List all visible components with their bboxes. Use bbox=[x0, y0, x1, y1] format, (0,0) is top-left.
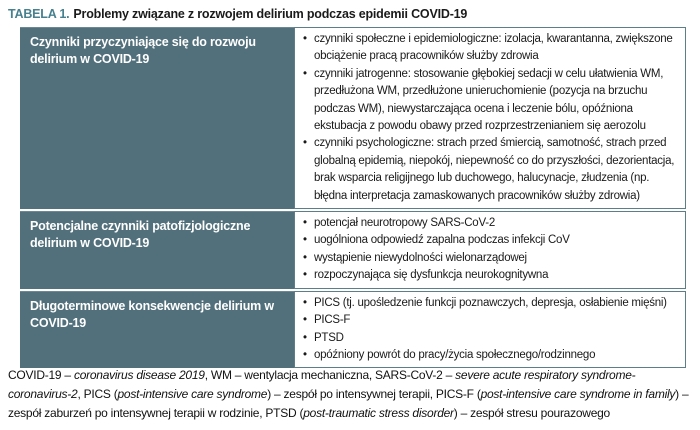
bullet-item bbox=[303, 267, 679, 284]
bullet-marker: • bbox=[303, 269, 307, 282]
bullet-marker: • bbox=[303, 331, 307, 344]
row-content-contributing-factors bbox=[294, 27, 686, 209]
bullet-marker: • bbox=[303, 314, 307, 327]
problems-table bbox=[20, 27, 686, 368]
footnote-text: ) – zespół po intensywnej terapii, PICS-F ( bbox=[267, 387, 481, 401]
footnote-term-italic: post-traumatic stress disorder bbox=[303, 406, 454, 420]
footnote-text: ) – zespół stresu pourazowego bbox=[453, 406, 610, 420]
bullet-text: wystąpienie niewydolności wielonarządowej bbox=[314, 251, 527, 264]
bullet-marker: • bbox=[303, 251, 307, 264]
bullet-marker: • bbox=[303, 137, 307, 150]
table-title bbox=[8, 7, 467, 21]
footnote-text: ) – zespół zaburzeń po intensywnej terapii w rodzinie, PTSD ( bbox=[8, 387, 689, 420]
table-row bbox=[20, 27, 686, 209]
bullet-item bbox=[303, 330, 679, 347]
footnote-term-italic: severe acute respiratory syndrome-coronavirus-2 bbox=[8, 368, 636, 401]
footnote-text: , WM – wentylacja mechaniczna, SARS-CoV-2 – bbox=[204, 368, 456, 382]
bullet-item bbox=[303, 312, 679, 329]
bullet-text: PTSD bbox=[314, 331, 344, 344]
bullet-text: uogólniona odpowiedź zapalna podczas infekcji CoV bbox=[314, 234, 570, 247]
bullet-text: czynniki psychologiczne: strach przed śmiercią, samotność, strach przed globalną epidemią, niepokój, niepewność co do przyszłości, dezorientacja, brak wsparcia religijnego lub duchowego, halucynacje, złudzenia (np. błędna interpretacja zamaskowanych pracowników służby zdrowia) bbox=[314, 137, 675, 202]
bullet-text: opóźniony powrót do pracy/życia społecznego/rodzinnego bbox=[314, 348, 596, 361]
bullet-text: rozpoczynająca się dysfunkcja neurokognitywna bbox=[314, 269, 549, 282]
bullet-item bbox=[303, 215, 679, 232]
table-row bbox=[20, 291, 686, 369]
row-content-pathophysiological-factors bbox=[294, 211, 686, 289]
row-content-longterm-consequences bbox=[294, 291, 686, 369]
bullet-text: potencjał neurotropowy SARS-CoV-2 bbox=[314, 217, 495, 230]
footnote-text: COVID-19 – bbox=[8, 368, 74, 382]
bullet-marker: • bbox=[303, 234, 307, 247]
table-title-label: TABELA 1. bbox=[8, 7, 70, 21]
bullet-list bbox=[303, 295, 679, 365]
row-header-longterm-consequences: Długoterminowe konsekwencje delirium w COVID-19 bbox=[20, 291, 294, 369]
bullet-marker: • bbox=[303, 33, 307, 45]
bullet-item bbox=[303, 66, 679, 136]
bullet-item bbox=[303, 295, 679, 312]
footnote-term-italic: post-intensive care syndrome bbox=[117, 387, 268, 401]
footnote-term-italic: coronavirus disease 2019 bbox=[73, 368, 205, 382]
bullet-text: czynniki jatrogenne: stosowanie głębokiej sedacji w celu ułatwienia WM, przedłużona WM, przedłużone unieruchomienie (pozycja na brzuchu podczas WM), niewystarczająca ocena i leczenie bólu, opóźniona ekstubacja z powodu obawy przed rozprzestrzenianiem się aerozolu bbox=[314, 67, 664, 133]
bullet-item bbox=[303, 347, 679, 364]
bullet-text: PICS-F bbox=[314, 314, 351, 327]
bullet-marker: • bbox=[303, 217, 307, 230]
bullet-marker: • bbox=[303, 348, 307, 361]
table-title-text: Problemy związane z rozwojem delirium podczas epidemii COVID-19 bbox=[73, 7, 468, 21]
footnote-abbreviations bbox=[8, 366, 696, 423]
bullet-text: czynniki społeczne i epidemiologiczne: izolacja, kwarantanna, zwiększone obciążenie pracą pracowników służby zdrowia bbox=[314, 33, 673, 63]
bullet-list bbox=[303, 31, 679, 205]
bullet-item bbox=[303, 31, 679, 66]
row-header-contributing-factors: Czynniki przyczyniające się do rozwoju delirium w COVID-19 bbox=[20, 27, 294, 209]
bullet-marker: • bbox=[303, 67, 307, 80]
bullet-marker: • bbox=[303, 296, 307, 309]
table-row bbox=[20, 211, 686, 289]
bullet-item bbox=[303, 250, 679, 267]
footnote-text: , PICS ( bbox=[77, 387, 118, 401]
bullet-text: PICS (tj. upośledzenie funkcji poznawczych, depresja, osłabienie mięśni) bbox=[314, 296, 667, 309]
row-header-pathophysiological-factors: Potencjalne czynniki patofizjologiczne delirium w COVID-19 bbox=[20, 211, 294, 289]
bullet-item bbox=[303, 135, 679, 205]
bullet-list bbox=[303, 215, 679, 285]
footnote-term-italic: post-intensive care syndrome in family bbox=[480, 387, 676, 401]
bullet-item bbox=[303, 232, 679, 249]
